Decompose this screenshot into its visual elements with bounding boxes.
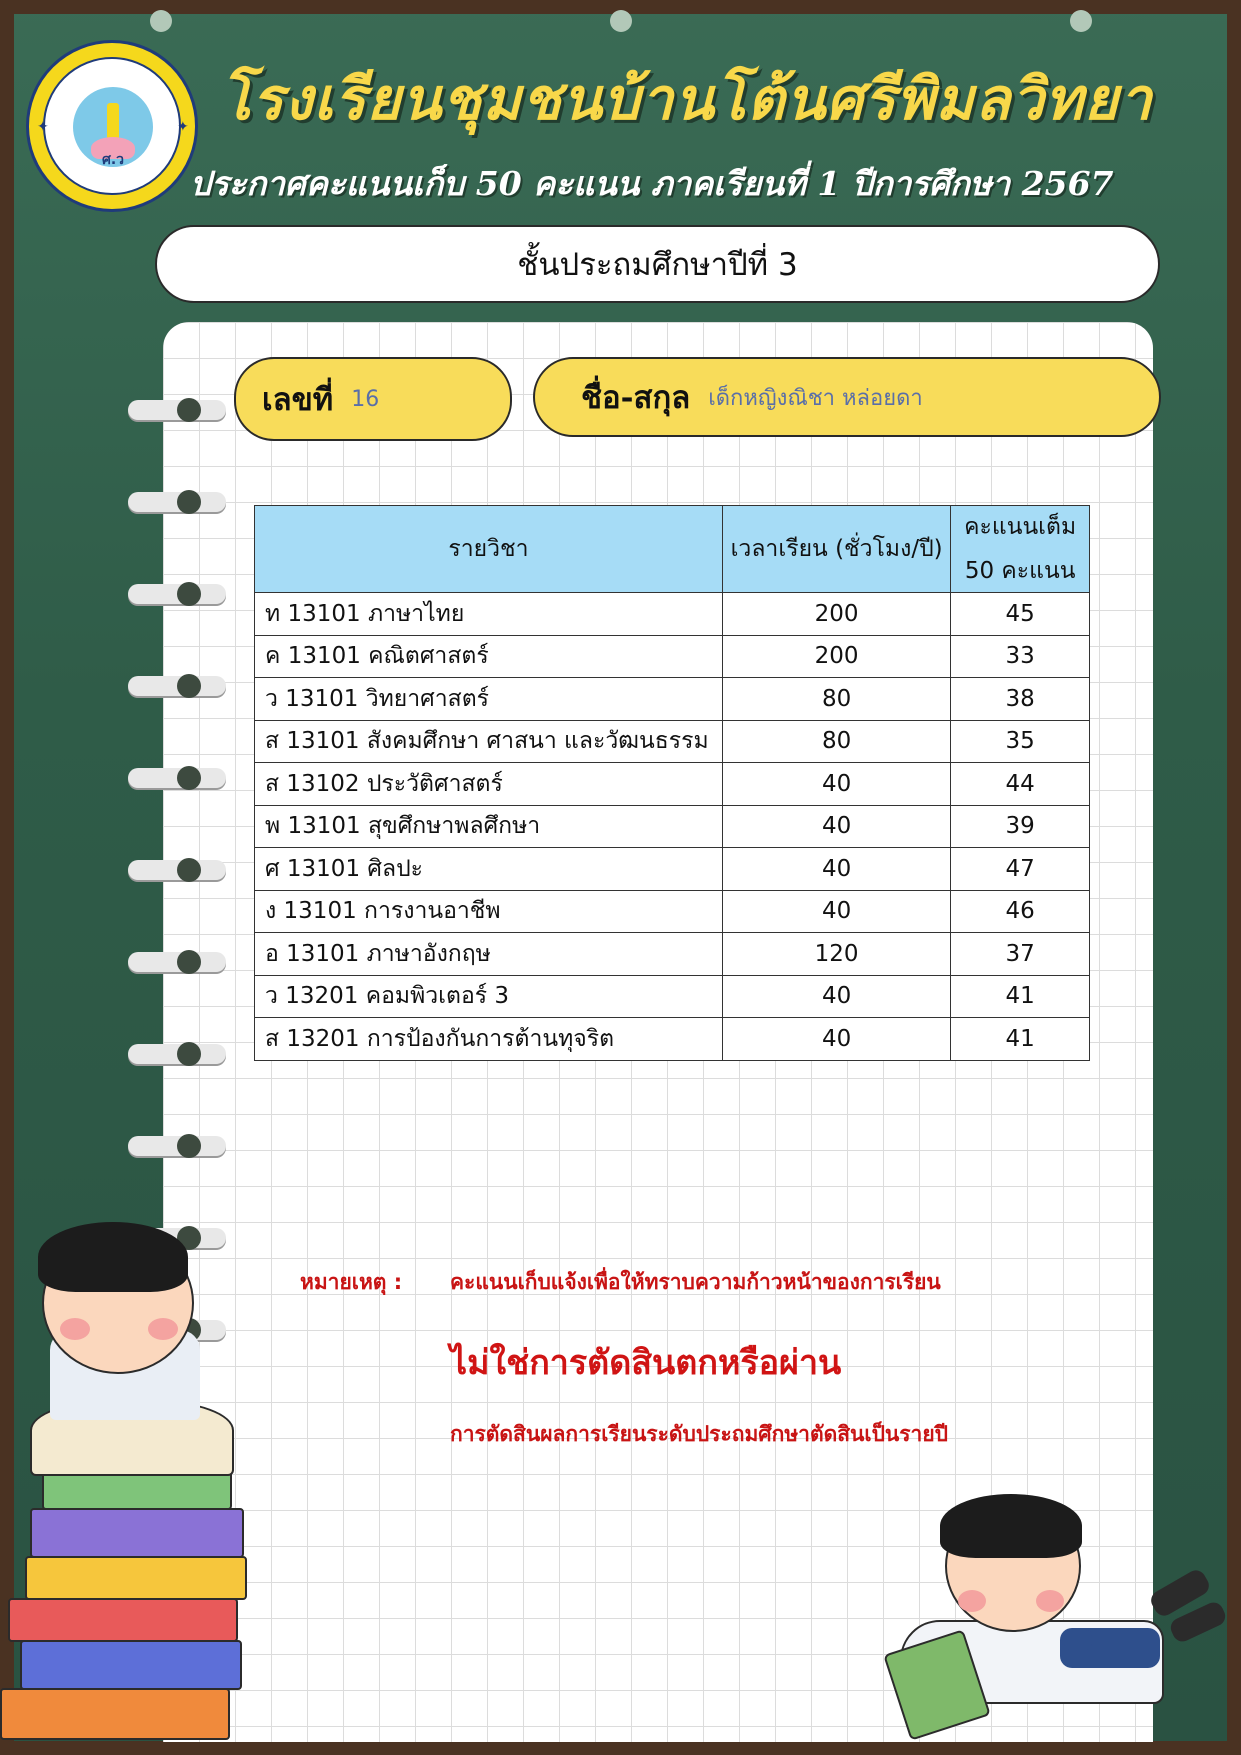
subject-cell: ส 13201 การป้องกันการต้านทุจริต xyxy=(255,1018,723,1061)
score-cell: 46 xyxy=(951,890,1090,933)
ring-hole xyxy=(177,950,201,974)
table-row xyxy=(255,720,1090,763)
subject-cell: ง 13101 การงานอาชีพ xyxy=(255,890,723,933)
logo-text: ศ.ว xyxy=(101,152,125,168)
book-icon xyxy=(30,1508,244,1558)
table-row xyxy=(255,635,1090,678)
cheek-blush xyxy=(958,1590,986,1612)
tack-icon xyxy=(150,10,172,32)
table-row xyxy=(255,848,1090,891)
header-score xyxy=(951,506,1090,593)
hours-cell: 80 xyxy=(722,720,950,763)
ring-hole xyxy=(177,1134,201,1158)
subject-cell: ท 13101 ภาษาไทย xyxy=(255,593,723,636)
student-number-label: เลขที่ xyxy=(262,382,334,418)
grade-level-banner xyxy=(155,225,1160,303)
cheek-blush xyxy=(1036,1590,1064,1612)
hours-cell: 40 xyxy=(722,805,950,848)
subject-cell: ศ 13101 ศิลปะ xyxy=(255,848,723,891)
table-row xyxy=(255,678,1090,721)
hours-cell: 80 xyxy=(722,678,950,721)
score-cell: 45 xyxy=(951,593,1090,636)
table-row xyxy=(255,763,1090,806)
student-name-pill xyxy=(533,357,1161,437)
student-name-value: เด็กหญิงณิชา หล่อยดา xyxy=(708,385,923,411)
score-cell: 37 xyxy=(951,933,1090,976)
table-row xyxy=(255,933,1090,976)
subject-cell: ส 13102 ประวัติศาสตร์ xyxy=(255,763,723,806)
header-score-line1: คะแนนเต็ม xyxy=(964,514,1077,540)
header-subject: รายวิชา xyxy=(255,506,723,593)
note-label: หมายเหตุ : xyxy=(300,1270,403,1294)
subject-cell: พ 13101 สุขศึกษาพลศึกษา xyxy=(255,805,723,848)
ring-hole xyxy=(177,858,201,882)
score-cell: 33 xyxy=(951,635,1090,678)
grade-level-text: ชั้นประถมศึกษาปีที่ 3 xyxy=(517,247,798,283)
hours-cell: 120 xyxy=(722,933,950,976)
star-icon: ✦ xyxy=(37,119,49,135)
star-icon: ✦ xyxy=(177,119,189,135)
note-line-1: คะแนนเก็บแจ้งเพื่อให้ทราบความก้าวหน้าของการเรียน xyxy=(450,1270,941,1294)
header-hours: เวลาเรียน (ชั่วโมง/ปี) xyxy=(722,506,950,593)
score-cell: 38 xyxy=(951,678,1090,721)
book-icon xyxy=(42,1470,232,1510)
hours-cell: 40 xyxy=(722,890,950,933)
student-number-pill xyxy=(234,357,512,441)
ring-hole xyxy=(177,582,201,606)
subject-cell: อ 13101 ภาษาอังกฤษ xyxy=(255,933,723,976)
ring-hole xyxy=(177,490,201,514)
school-name: โรงเรียนชุมชนบ้านโต้นศรีพิมลวิทยา xyxy=(220,65,1153,133)
hours-cell: 40 xyxy=(722,975,950,1018)
ring-hole xyxy=(177,766,201,790)
subject-cell: ว 13101 วิทยาศาสตร์ xyxy=(255,678,723,721)
table-row xyxy=(255,975,1090,1018)
ring-hole xyxy=(177,674,201,698)
table-row xyxy=(255,1018,1090,1061)
boy-hair xyxy=(38,1222,188,1292)
hours-cell: 200 xyxy=(722,635,950,678)
cheek-blush xyxy=(148,1318,178,1340)
girl-hair xyxy=(940,1494,1082,1558)
announcement-subtitle: ประกาศคะแนนเก็บ 50 คะแนน ภาคเรียนที่ 1 ปีการศึกษา 2567 xyxy=(190,164,1114,203)
table-row xyxy=(255,890,1090,933)
hours-cell: 40 xyxy=(722,1018,950,1061)
student-number-value: 16 xyxy=(351,386,380,412)
book-icon xyxy=(0,1688,230,1740)
ring-hole xyxy=(177,398,201,422)
school-logo xyxy=(26,40,198,212)
hours-cell: 40 xyxy=(722,763,950,806)
score-cell: 44 xyxy=(951,763,1090,806)
hours-cell: 200 xyxy=(722,593,950,636)
score-cell: 47 xyxy=(951,848,1090,891)
subject-cell: ค 13101 คณิตศาสตร์ xyxy=(255,635,723,678)
book-icon xyxy=(20,1640,242,1690)
score-cell: 41 xyxy=(951,1018,1090,1061)
book-icon xyxy=(25,1556,247,1600)
subject-cell: ส 13101 สังคมศึกษา ศาสนา และวัฒนธรรม xyxy=(255,720,723,763)
table-row xyxy=(255,805,1090,848)
grades-table xyxy=(254,505,1090,1061)
score-cell: 39 xyxy=(951,805,1090,848)
subject-cell: ว 13201 คอมพิวเตอร์ 3 xyxy=(255,975,723,1018)
hours-cell: 40 xyxy=(722,848,950,891)
score-cell: 41 xyxy=(951,975,1090,1018)
cheek-blush xyxy=(60,1318,90,1340)
note-line-3: การตัดสินผลการเรียนระดับประถมศึกษาตัดสินเป็นรายปี xyxy=(450,1422,948,1446)
tack-icon xyxy=(1070,10,1092,32)
header-score-line2: 50 คะแนน xyxy=(964,558,1076,584)
table-header-row xyxy=(255,506,1090,593)
hair-ribbon-icon xyxy=(1064,1630,1092,1650)
table-row xyxy=(255,593,1090,636)
tack-icon xyxy=(610,10,632,32)
book-icon xyxy=(8,1598,238,1642)
student-name-label: ชื่อ-สกุล xyxy=(581,380,691,416)
score-cell: 35 xyxy=(951,720,1090,763)
ring-hole xyxy=(177,1042,201,1066)
note-line-2: ไม่ใช่การตัดสินตกหรือผ่าน xyxy=(450,1343,842,1383)
